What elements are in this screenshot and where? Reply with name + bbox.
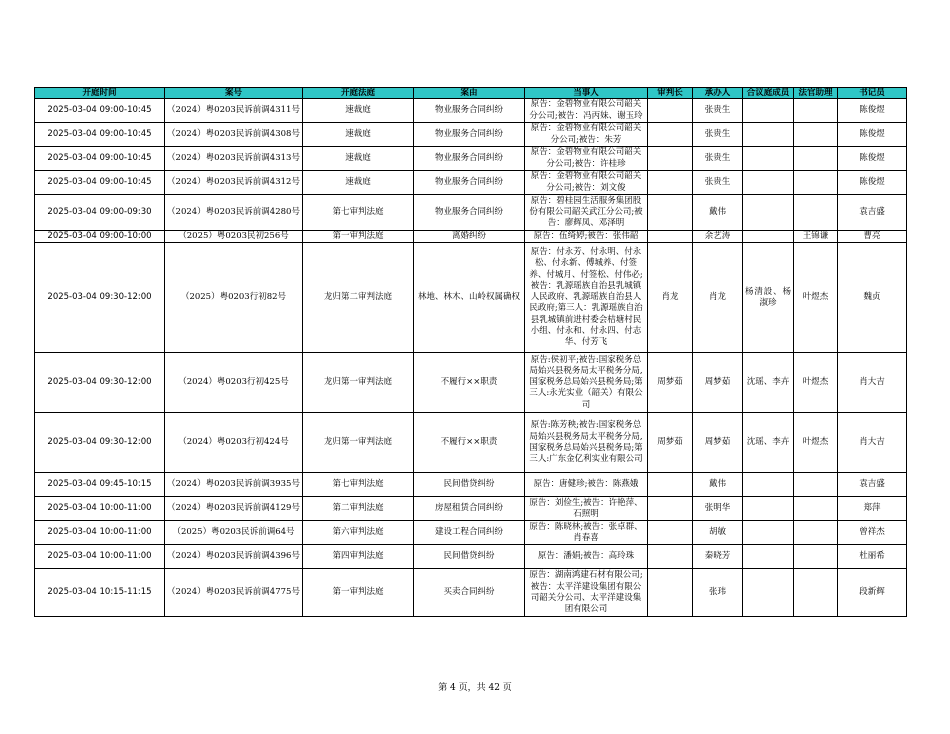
judge-assistant-cell xyxy=(794,171,838,195)
table-row xyxy=(35,243,907,353)
handler-cell: 秦晓芳 xyxy=(693,545,743,569)
case-reason-cell: 买卖合同纠纷 xyxy=(414,569,525,617)
court-cell: 第一审判法庭 xyxy=(303,231,414,243)
judge-assistant-cell xyxy=(794,195,838,231)
parties-cell: 原告：碧桂园生活服务集团股份有限公司韶关武江分公司;被告：廖辉凤、邓泽明 xyxy=(525,195,648,231)
clerk-cell: 魏贞 xyxy=(838,243,907,353)
handler-cell: 张玮 xyxy=(693,569,743,617)
panel-members-cell: 沈瑶、李卉 xyxy=(743,413,794,473)
presiding-judge-cell xyxy=(648,569,693,617)
judge-assistant-cell: 王锦谦 xyxy=(794,231,838,243)
clerk-cell: 郑萍 xyxy=(838,497,907,521)
col-header-handler: 承办人 xyxy=(693,88,743,99)
parties-cell: 原告：金碧物业有限公司韶关分公司;被告：冯丙妹、谢玉玲 xyxy=(525,99,648,123)
col-header-presiding-judge: 审判长 xyxy=(648,88,693,99)
clerk-cell: 袁吉盛 xyxy=(838,473,907,497)
clerk-cell: 曾祥杰 xyxy=(838,521,907,545)
court-cell: 龙归第二审判法庭 xyxy=(303,243,414,353)
handler-cell: 戴伟 xyxy=(693,473,743,497)
hearing-time-cell: 2025-03-04 10:00-11:00 xyxy=(35,497,165,521)
case-reason-cell: 房屋租赁合同纠纷 xyxy=(414,497,525,521)
col-header-reason: 案由 xyxy=(414,88,525,99)
panel-members-cell xyxy=(743,521,794,545)
handler-cell: 肖龙 xyxy=(693,243,743,353)
hearing-time-cell: 2025-03-04 09:00-09:30 xyxy=(35,195,165,231)
hearing-time-cell: 2025-03-04 09:00-10:45 xyxy=(35,171,165,195)
case-reason-cell: 物业服务合同纠纷 xyxy=(414,123,525,147)
presiding-judge-cell xyxy=(648,99,693,123)
page-footer: 第 4 页，共 42 页 xyxy=(438,683,512,693)
table-row xyxy=(35,123,907,147)
parties-cell: 原告：潘娟;被告：高玲珠 xyxy=(525,545,648,569)
case-reason-cell: 不履行××职责 xyxy=(414,353,525,413)
case-number-cell: （2024）粤0203民诉前调4280号 xyxy=(165,195,303,231)
table-row xyxy=(35,147,907,171)
table-row xyxy=(35,521,907,545)
case-number-cell: （2024）粤0203民诉前调4396号 xyxy=(165,545,303,569)
court-cell: 速裁庭 xyxy=(303,147,414,171)
panel-members-cell xyxy=(743,171,794,195)
col-header-clerk: 书记员 xyxy=(838,88,907,99)
parties-cell: 原告：金碧物业有限公司韶关分公司;被告：刘文俊 xyxy=(525,171,648,195)
hearing-time-cell: 2025-03-04 09:00-10:45 xyxy=(35,147,165,171)
panel-members-cell xyxy=(743,231,794,243)
panel-members-cell xyxy=(743,195,794,231)
table-row xyxy=(35,195,907,231)
judge-assistant-cell: 叶煜杰 xyxy=(794,413,838,473)
panel-members-cell xyxy=(743,147,794,171)
case-reason-cell: 建设工程合同纠纷 xyxy=(414,521,525,545)
presiding-judge-cell xyxy=(648,473,693,497)
court-cell: 龙归第一审判法庭 xyxy=(303,413,414,473)
case-reason-cell: 民间借贷纠纷 xyxy=(414,473,525,497)
judge-assistant-cell: 叶煜杰 xyxy=(794,243,838,353)
panel-members-cell xyxy=(743,569,794,617)
court-cell: 第四审判法庭 xyxy=(303,545,414,569)
case-reason-cell: 物业服务合同纠纷 xyxy=(414,195,525,231)
panel-members-cell xyxy=(743,473,794,497)
court-cell: 第一审判法庭 xyxy=(303,569,414,617)
handler-cell: 张贵生 xyxy=(693,147,743,171)
presiding-judge-cell xyxy=(648,195,693,231)
judge-assistant-cell xyxy=(794,521,838,545)
clerk-cell: 杜丽希 xyxy=(838,545,907,569)
table-row xyxy=(35,413,907,473)
presiding-judge-cell: 周梦茹 xyxy=(648,353,693,413)
table-row xyxy=(35,497,907,521)
hearing-time-cell: 2025-03-04 09:00-10:45 xyxy=(35,123,165,147)
col-header-court: 开庭法庭 xyxy=(303,88,414,99)
clerk-cell: 肖大吉 xyxy=(838,353,907,413)
case-reason-cell: 物业服务合同纠纷 xyxy=(414,171,525,195)
handler-cell: 戴伟 xyxy=(693,195,743,231)
panel-members-cell: 沈瑶、李卉 xyxy=(743,353,794,413)
parties-cell: 原告：金碧物业有限公司韶关分公司;被告：朱芳 xyxy=(525,123,648,147)
presiding-judge-cell xyxy=(648,123,693,147)
case-reason-cell: 民间借贷纠纷 xyxy=(414,545,525,569)
handler-cell: 张贵生 xyxy=(693,99,743,123)
hearing-time-cell: 2025-03-04 10:00-11:00 xyxy=(35,521,165,545)
table-row xyxy=(35,231,907,243)
case-number-cell: （2024）粤0203民诉前调4775号 xyxy=(165,569,303,617)
court-cell: 第七审判法庭 xyxy=(303,473,414,497)
panel-members-cell xyxy=(743,497,794,521)
clerk-cell: 陈俊煜 xyxy=(838,147,907,171)
judge-assistant-cell xyxy=(794,497,838,521)
court-cell: 第二审判法庭 xyxy=(303,497,414,521)
case-reason-cell: 离婚纠纷 xyxy=(414,231,525,243)
handler-cell: 张明华 xyxy=(693,497,743,521)
hearing-time-cell: 2025-03-04 09:30-12:00 xyxy=(35,413,165,473)
judge-assistant-cell xyxy=(794,545,838,569)
court-cell: 龙归第一审判法庭 xyxy=(303,353,414,413)
clerk-cell: 段新辉 xyxy=(838,569,907,617)
table-row xyxy=(35,545,907,569)
handler-cell: 周梦茹 xyxy=(693,413,743,473)
header-row xyxy=(35,88,907,99)
case-number-cell: （2024）粤0203民诉前调4311号 xyxy=(165,99,303,123)
col-header-time: 开庭时间 xyxy=(35,88,165,99)
court-cell: 速裁庭 xyxy=(303,99,414,123)
hearing-time-cell: 2025-03-04 09:30-12:00 xyxy=(35,243,165,353)
case-number-cell: （2024）粤0203民诉前调4312号 xyxy=(165,171,303,195)
case-number-cell: （2024）粤0203民诉前调4129号 xyxy=(165,497,303,521)
parties-cell: 原告：湖南鸿建石材有限公司;被告：太平洋建设集团有限公司韶关分公司、太平洋建设集团有限公司 xyxy=(525,569,648,617)
judge-assistant-cell xyxy=(794,569,838,617)
case-number-cell: （2024）粤0203行初425号 xyxy=(165,353,303,413)
table-row xyxy=(35,171,907,195)
table-row xyxy=(35,473,907,497)
hearing-time-cell: 2025-03-04 10:00-11:00 xyxy=(35,545,165,569)
handler-cell: 张贵生 xyxy=(693,123,743,147)
parties-cell: 原告:陈芳秧;被告:国家税务总局始兴县税务局太平税务分局,国家税务总局始兴县税务局;第三人:广东金亿利实业有限公司 xyxy=(525,413,648,473)
parties-cell: 原告：付永芳、付永明、付永松、付永新、傅城养、付签养、付城月、付签松、付伟必;被告：乳源瑶族自治县乳城镇人民政府、乳源瑶族自治县人民政府;第三人：乳源瑶族自治县乳城镇前进村委会桔塘村民小组、付永和、付永四、付志华、付芳飞 xyxy=(525,243,648,353)
col-header-case-number: 案号 xyxy=(165,88,303,99)
case-number-cell: （2025）粤0203民诉前调64号 xyxy=(165,521,303,545)
clerk-cell: 陈俊煜 xyxy=(838,171,907,195)
panel-members-cell xyxy=(743,99,794,123)
table-row xyxy=(35,353,907,413)
handler-cell: 周梦茹 xyxy=(693,353,743,413)
parties-cell: 原告：唐健珍;被告：陈燕娥 xyxy=(525,473,648,497)
parties-cell: 原告:侯初平;被告:国家税务总局始兴县税务局太平税务分局,国家税务总局始兴县税务局;第三人:永光实业（韶关）有限公司 xyxy=(525,353,648,413)
parties-cell: 原告：陈晓林;被告：张卓群、肖春喜 xyxy=(525,521,648,545)
parties-cell: 原告：伍绮婷;被告：张伟韶 xyxy=(525,231,648,243)
presiding-judge-cell xyxy=(648,231,693,243)
table-row xyxy=(35,569,907,617)
case-reason-cell: 不履行××职责 xyxy=(414,413,525,473)
parties-cell: 原告：金碧物业有限公司韶关分公司;被告：许桂珍 xyxy=(525,147,648,171)
parties-cell: 原告：刘俭生;被告：许艳萍、石照明 xyxy=(525,497,648,521)
case-reason-cell: 林地、林木、山岭权属确权 xyxy=(414,243,525,353)
judge-assistant-cell xyxy=(794,147,838,171)
court-cell: 速裁庭 xyxy=(303,171,414,195)
handler-cell: 胡敏 xyxy=(693,521,743,545)
hearing-schedule-table xyxy=(34,87,907,617)
court-cell: 第六审判法庭 xyxy=(303,521,414,545)
court-cell: 第七审判法庭 xyxy=(303,195,414,231)
col-header-assistant: 法官助理 xyxy=(794,88,838,99)
hearing-time-cell: 2025-03-04 09:00-10:45 xyxy=(35,99,165,123)
presiding-judge-cell xyxy=(648,521,693,545)
presiding-judge-cell: 周梦茹 xyxy=(648,413,693,473)
presiding-judge-cell xyxy=(648,545,693,569)
table-row xyxy=(35,99,907,123)
panel-members-cell xyxy=(743,545,794,569)
clerk-cell: 陈俊煜 xyxy=(838,99,907,123)
panel-members-cell: 杨清設、杨淑珍 xyxy=(743,243,794,353)
case-number-cell: （2025）粤0203行初82号 xyxy=(165,243,303,353)
presiding-judge-cell xyxy=(648,171,693,195)
handler-cell: 张贵生 xyxy=(693,171,743,195)
case-number-cell: （2024）粤0203民诉前调3935号 xyxy=(165,473,303,497)
hearing-time-cell: 2025-03-04 09:00-10:00 xyxy=(35,231,165,243)
judge-assistant-cell: 叶煜杰 xyxy=(794,353,838,413)
judge-assistant-cell xyxy=(794,123,838,147)
case-number-cell: （2024）粤0203民诉前调4313号 xyxy=(165,147,303,171)
hearing-time-cell: 2025-03-04 09:45-10:15 xyxy=(35,473,165,497)
col-header-parties: 当事人 xyxy=(525,88,648,99)
presiding-judge-cell xyxy=(648,497,693,521)
case-number-cell: （2024）粤0203民诉前调4308号 xyxy=(165,123,303,147)
case-reason-cell: 物业服务合同纠纷 xyxy=(414,147,525,171)
clerk-cell: 袁吉盛 xyxy=(838,195,907,231)
hearing-time-cell: 2025-03-04 10:15-11:15 xyxy=(35,569,165,617)
case-number-cell: （2024）粤0203行初424号 xyxy=(165,413,303,473)
handler-cell: 余艺涛 xyxy=(693,231,743,243)
case-number-cell: （2025）粤0203民初256号 xyxy=(165,231,303,243)
clerk-cell: 陈俊煜 xyxy=(838,123,907,147)
case-reason-cell: 物业服务合同纠纷 xyxy=(414,99,525,123)
judge-assistant-cell xyxy=(794,99,838,123)
panel-members-cell xyxy=(743,123,794,147)
clerk-cell: 肖大吉 xyxy=(838,413,907,473)
col-header-panel: 合议庭成员 xyxy=(743,88,794,99)
presiding-judge-cell xyxy=(648,147,693,171)
judge-assistant-cell xyxy=(794,473,838,497)
clerk-cell: 曹亮 xyxy=(838,231,907,243)
court-cell: 速裁庭 xyxy=(303,123,414,147)
presiding-judge-cell: 肖龙 xyxy=(648,243,693,353)
hearing-time-cell: 2025-03-04 09:30-12:00 xyxy=(35,353,165,413)
